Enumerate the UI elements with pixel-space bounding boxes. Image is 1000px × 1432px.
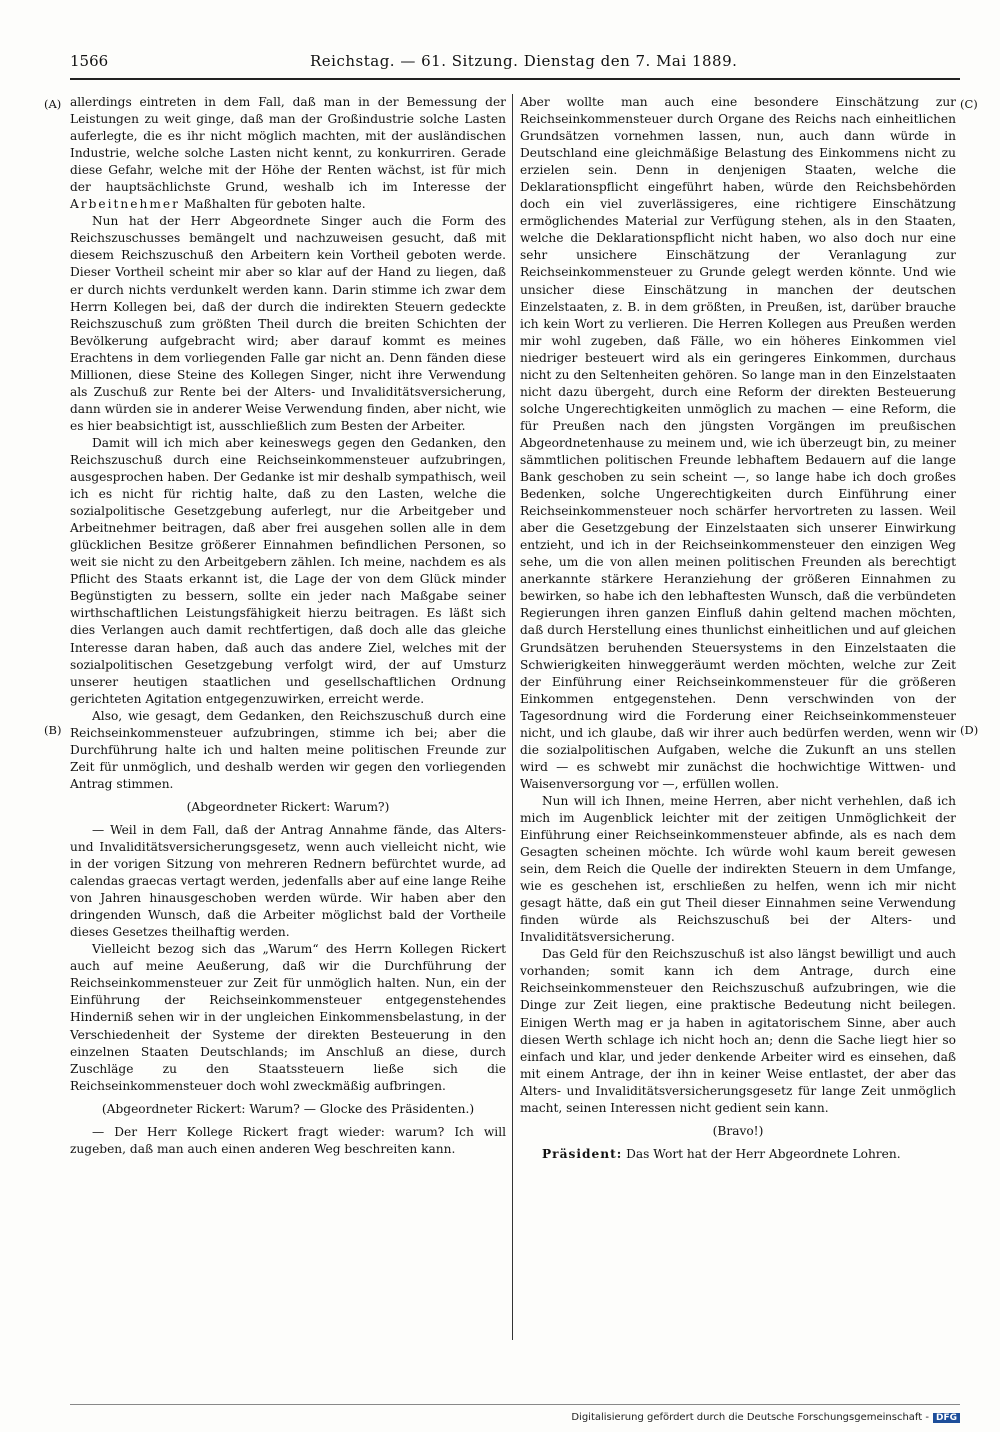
interjection-rickert-2: (Abgeordneter Rickert: Warum? — Glocke des Präsidenten.) — [101, 1101, 475, 1116]
dfg-logo: DFG — [933, 1413, 960, 1423]
president-statement — [520, 1146, 956, 1163]
page-number: 1566 — [70, 52, 109, 70]
right-paragraph-3: Das Geld für den Reichszuschuß ist also längst bewilligt und auch vorhanden; somit kann ich dem Antrage, durch eine Reichseinkommensteuer den Reichszuschuß aufzubringen, wie die Dinge zur Zeit liegen, eine praktische Bedeutung nicht beilegen. Einigen Werth mag er ja haben in agitatorischem Sinne, aber auch diesen Werth schlage ich nicht hoch an; denn die Sache liegt hier so einfach und klar, und jeder denkende Arbeiter wird es einsehen, daß mit einem Antrage, der ihn in keiner Weise entlastet, der aber das Alters- und Invaliditätsversicherungsgesetz für lange Zeit unmöglich macht, seinen Interessen nicht gedient sein kann. — [520, 947, 956, 1115]
president-text: Das Wort hat der Herr Abgeordnete Lohren. — [626, 1146, 901, 1161]
left-paragraph-4: Also, wie gesagt, dem Gedanken, den Reichszuschuß durch eine Reichseinkommensteuer aufzubringen, stimme ich bei; aber die Durchführung halte ich und halten meine politischen Freunde zur Zeit für unmöglich, und deshalb werden wir gegen den vorliegenden Antrag stimmen. — [70, 708, 506, 791]
left-paragraph-7: — Der Herr Kollege Rickert fragt wieder: warum? Ich will zugeben, daß man auch einen anderen Weg beschreiten kann. — [70, 1124, 506, 1156]
header-rule — [70, 78, 960, 80]
right-paragraph-2: Nun will ich Ihnen, meine Herren, aber nicht verhehlen, daß ich mich im Augenblick leichter mit der zeitigen Unmöglichkeit der Einführung einer Reichseinkommensteuer abfinde, als es nach dem Gesagten scheinen möchte. Ich würde wohl kaum bereit gewesen sein, dem Reich die Quelle der indirekten Steuern in dem Umfange, wie es geschehen ist, erschließen zu helfen, wenn ich mir nicht gesagt hätte, daß ein gut Theil dieser Einnahmen seine Verwendung finden würde als Reichszuschuß bei der Alters- und Invaliditätsversicherung. — [520, 793, 956, 945]
left-column — [70, 94, 506, 1158]
interjection-rickert-1: (Abgeordneter Rickert: Warum?) — [186, 799, 390, 814]
left-paragraph-6: Vielleicht bezog sich das „Warum“ des Herrn Kollegen Rickert auch auf meine Aeußerung, daß wir die Durchführung der Reichseinkommensteuer zur Zeit für unmöglich halten. Nun, ein der Einführung der Reichseinkommensteuer entgegenstehendes Hinderniß sehen wir in der ungleichen Einkommensbelastung, in der Verschiedenheit der Systeme der direkten Besteuerung in den einzelnen Staaten Deutschlands; im Anschluß an diese, durch Zuschläge zu den Staatssteuern ließe sich die Reichseinkommensteuer doch wohl zweckmäßig aufbringen. — [70, 942, 506, 1093]
footer-text: Digitalisierung gefördert durch die Deutsche Forschungsgemeinschaft - — [571, 1412, 929, 1423]
running-head: Reichstag. — 61. Sitzung. Dienstag den 7. Mai 1889. — [310, 52, 738, 70]
president-label: Präsident: — [542, 1146, 623, 1161]
footer-rule — [70, 1404, 960, 1405]
left-paragraph-1: allerdings eintreten in dem Fall, daß man in der Bemessung der Leistungen zu weit ginge, daß man der Großindustrie solche Lasten auferlegte, die es ihr nicht möglich machten, mit der ausländischen Industrie, welche solche Lasten nicht kennt, zu konkurriren. Gerade diese Gefahr, welche mit der Höhe der Renten wächst, ist für mich der hauptsächlichste Grund, weshalb ich im Interesse der Arbeitnehmer Maßhalten für geboten halte. — [70, 95, 506, 212]
column-divider — [512, 94, 513, 1340]
left-paragraph-5: — Weil in dem Fall, daß der Antrag Annahme fände, das Alters- und Invaliditätsversicherungsgesetz, wenn auch vielleicht nicht, wie in der vorigen Sitzung von mehreren Rednern befürchtet wurde, ad calendas graecas vertagt werden, jedenfalls aber auf eine lange Reihe von Jahren hinausgeschoben werden würde. Wir haben aber den dringenden Wunsch, daß die Arbeiter möglichst bald der Vortheile dieses Gesetzes theilhaftig werden. — [70, 822, 506, 940]
margin-marker-b: (B) — [44, 723, 62, 737]
page-header — [70, 52, 960, 76]
applause: (Bravo!) — [712, 1123, 764, 1138]
margin-marker-c: (C) — [960, 97, 978, 111]
right-column — [520, 94, 956, 1163]
right-paragraph-1: Aber wollte man auch eine besondere Einschätzung zur Reichseinkommensteuer durch Organe des Reichs nach einheitlichen Grundsätzen vornehmen lassen, nun, auch dann würde in Deutschland eine gleichmäßige Belastung des Einkommens nicht zu erzielen sein. Denn in denjenigen Staaten, welche die Deklarationspflicht eingeführt haben, würde den Reichsbehörden doch ein viel zuverlässigeres, eine richtigere Einschätzung ermöglichendes Material zur Verfügung stehen, als in den Staaten, welche die Deklarationspflicht nicht haben, wo also doch nur eine sehr unsichere Einschätzung der Veranlagung zur Reichseinkommensteuer zu Grunde gelegt werden könnte. Und wie unsicher diese Einschätzung in manchen der deutschen Einzelstaaten, z. B. in dem größten, in Preußen, ist, darüber brauche ich kein Wort zu verlieren. Die Herren Kollegen aus Preußen werden mir wohl zugeben, daß Fälle, wo ein höheres Einkommen viel niedriger besteuert wird als ein geringeres Einkommen, durchaus nicht zu den Seltenheiten gehören. So lange man in den Einzelstaaten nicht dazu übergeht, durch eine Reform der direkten Besteuerung solche Ungerechtigkeiten unmöglich zu machen — eine Reform, die für Preußen nach den jüngsten Vorgängen im preußischen Abgeordnetenhause zu meinem und, wie ich überzeugt bin, zu meiner sämmtlichen politischen Freunde lebhaftem Bedauern auf die lange Bank geschoben zu sein scheint —, so lange habe ich doch großes Bedenken, solche Ungerechtigkeiten durch Einführung einer Reichseinkommensteuer noch schärfer hervortreten zu lassen. Weil aber die Gesetzgebung der Einzelstaaten sich unserer Einwirkung entzieht, und ich in der Reichseinkommensteuer den einzigen Weg sehe, um die von allen meinen politischen Freunden als berechtigt anerkannte stärkere Heranziehung der größeren Einnahmen zu bewirken, so habe ich den lebhaftesten Wunsch, daß die verbündeten Regierungen ihren ganzen Einfluß dahin geltend machen möchten, daß durch Herstellung eines thunlichst einheitlichen und auf gleichen Grundsätzen beruhenden Steuersystems in den Einzelstaaten die Schwierigkeiten hinweggeräumt werden möchten, welche zur Zeit der Einführung einer Reichseinkommensteuer für die größeren Einkommen entgegenstehen. Denn verschwinden von der Tagesordnung wird die Forderung einer Reichseinkommensteuer nicht, und ich glaube, daß wir ihrer auch bedürfen werden, wenn wir die sozialpolitischen Aufgaben, welche die Zukunft an uns stellen wird — es schwebt mir zunächst die hochwichtige Wittwen- und Waisenversorgung vor —, erfüllen wollen. — [520, 95, 956, 791]
footer — [571, 1412, 960, 1423]
margin-marker-d: (D) — [960, 723, 979, 737]
margin-marker-a: (A) — [44, 97, 62, 111]
left-paragraph-3: Damit will ich mich aber keineswegs gegen den Gedanken, den Reichszuschuß durch eine Reichseinkommensteuer aufzubringen, ausgesprochen haben. Der Gedanke ist mir deshalb sympathisch, weil ich es nicht für richtig halte, daß zu den Lasten, welche die sozialpolitische Gesetzgebung auferlegt, nur die Arbeitgeber und Arbeitnehmer beitragen, daß aber frei ausgehen sollen alle in dem glücklichen Besitze größerer Einnahmen befindlichen Personen, so weit sie nicht zu den Arbeitgebern zählen. Ich meine, nachdem es als Pflicht des Staats erkannt ist, die Lage der von dem Glück minder Begünstigten zu bessern, sollte ein jeder nach Maßgabe seiner wirthschaftlichen Leistungsfähigkeit hierzu beitragen. Es läßt sich dies Verlangen auch damit rechtfertigen, daß doch alle das gleiche Interesse daran haben, daß auch das andere Ziel, welches mit der sozialpolitischen Gesetzgebung verfolgt wird, der auf Umsturz unserer heutigen staatlichen und gesellschaftlichen Ordnung gerichteten Agitation entgegenzuwirken, erreicht werde. — [70, 435, 506, 706]
left-paragraph-2: Nun hat der Herr Abgeordnete Singer auch die Form des Reichszuschusses bemängelt und nachzuweisen gesucht, daß mit diesem Reichszuschuß den Arbeitern kein Vortheil geboten werde. Dieser Vortheil scheint mir aber so klar auf der Hand zu liegen, daß er durch nichts verdunkelt werden kann. Darin stimme ich zwar dem Herrn Kollegen bei, daß der durch die indirekten Steuern gedeckte Reichszuschuß zum größten Theil durch die breiten Schichten der Bevölkerung aufgebracht wird; aber darauf kommt es meines Erachtens in dem vorliegenden Falle gar nicht an. Denn fänden diese Millionen, diese Steine des Kollegen Singer, nicht ihre Verwendung als Zuschuß zur Rente bei der Alters- und Invaliditätsversicherung, dann würden sie in anderer Weise Verwendung finden, aber nicht, wie es hier beabsichtigt ist, ausschließlich zum Besten der Arbeiter. — [70, 214, 506, 433]
